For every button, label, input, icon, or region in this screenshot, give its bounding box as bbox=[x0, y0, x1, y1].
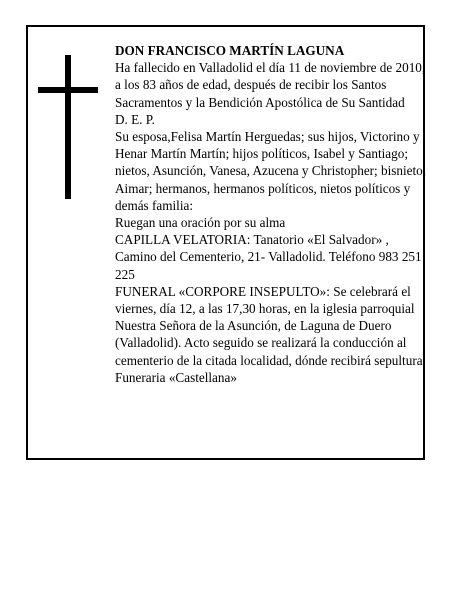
rest-in-peace: D. E. P. bbox=[115, 111, 155, 127]
death-announcement: Ha fallecido en Valladolid el día 11 de noviembre de 2010, a los 83 años de edad, después de recibir los Santos Sacramentos y la Bendición Apostólica de Su Santidad bbox=[115, 60, 426, 110]
obituary-notice bbox=[26, 25, 425, 460]
chapel-info: CAPILLA VELATORIA: Tanatorio «El Salvador» , Camino del Cementerio, 21- Valladolid. Teléfono 983 251 225 bbox=[115, 232, 422, 282]
cross-icon bbox=[38, 55, 98, 199]
funeral-home: Funeraria «Castellana» bbox=[115, 369, 237, 385]
cross-horizontal-bar bbox=[38, 87, 98, 93]
cross-vertical-bar bbox=[65, 55, 71, 199]
family-list: Su esposa,Felisa Martín Herguedas; sus hijos, Victorino y Henar Martín Martín; hijos políticos, Isabel y Santiago; nietos, Asunción, Vanesa, Azucena y Christopher; bisnieto, Aimar; hermanos, hermanos políticos, nietos políticos y demás familia: bbox=[115, 129, 427, 213]
prayer-request: Ruegan una oración por su alma bbox=[115, 215, 286, 231]
funeral-info: FUNERAL «CORPORE INSEPULTO»: Se celebrará el viernes, día 12, a las 17,30 horas, en la iglesia parroquial Nuestra Señora de la Asunción, de Laguna de Duero (Valladolid). Acto seguido se realizará la conducción al cementerio de la citada localidad, dónde recibirá sepultura. bbox=[115, 283, 426, 368]
deceased-name: DON FRANCISCO MARTÍN LAGUNA bbox=[115, 43, 345, 58]
obituary-text bbox=[115, 42, 427, 386]
